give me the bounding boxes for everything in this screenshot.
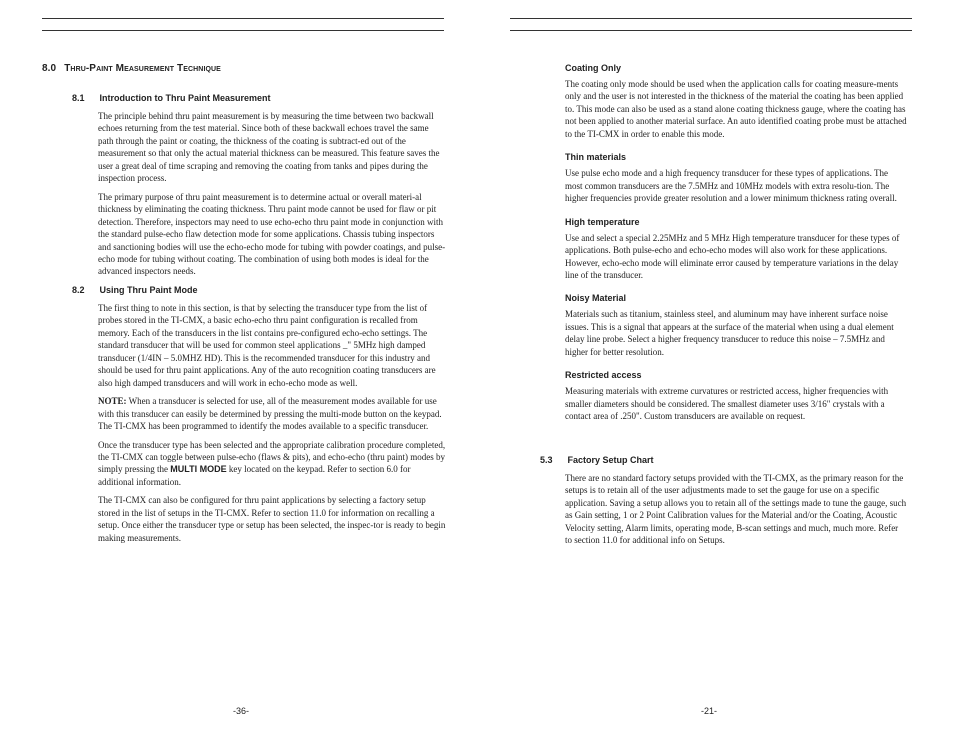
paragraph: The coating only mode should be used when the application calls for coating measure-ments only and the user is not interested in the thickness of the material the coating has been applied to. This mode can also be used as a stand alone coating thickness gauge, where the coating has not been applied to another material surface. An auto identified coating probe must be attached to the TI-CMX in order to enable this mode. xyxy=(565,79,907,139)
right-column xyxy=(565,63,907,423)
paragraph: The primary purpose of thru paint measurement is to determine actual or overall materi-al thickness by eliminating the coating thickness. Thru paint mode cannot be used for flaw or pit detection. Therefore, inspectors may need to use echo-echo thru paint mode in conjunction with the standard pulse-echo flaw detection mode for some applications. Chassis tubing inspectors and sanctioning bodies will use the echo-echo mode for tubing with powder coatings, and pulse-echo mode for tubing without coating. The combination of using both modes is ideal for the advanced inspectors needs. xyxy=(98,191,446,277)
section-8-2-body xyxy=(98,302,446,544)
multi-mode-key-label: MULTI MODE xyxy=(170,464,227,475)
section-heading-8-0: 8.0 Thru-Paint Measurement Technique xyxy=(42,63,221,74)
paragraph: The principle behind thru paint measurement is by measuring the time between two backwall echoes returning from the test material. Since both of these backwall echoes travel the same path through the paint or coating, the thickness of the coating is subtract-ed out of the measurement so that only the actual material thickness can be measured. This feature saves the user a great deal of time scraping and removing the coating from tanks and pipes during the inspection process. xyxy=(98,111,440,184)
heading-noisy-material: Noisy Material xyxy=(565,293,627,304)
paragraph: Materials such as titanium, stainless steel, and aluminum may have inherent surface noise issues. This is a signal that appears at the surface of the material when using a dual element delay line probe. Select a higher frequency transducer to reduce this noise – 7.5MHz and higher for better resolution. xyxy=(565,309,894,357)
subsection-heading-8-1: 8.1 Introduction to Thru Paint Measurement xyxy=(72,93,271,103)
page-number-left: -36- xyxy=(233,706,250,716)
note-paragraph: NOTE: When a transducer is selected for use, all of the measurement modes available for use with this transducer can easily be determined by pressing the multi-mode button on the keypad. The TI-CMX has been programmed to identify the modes available to a specific transducer. xyxy=(98,396,442,432)
right-header-rule-bottom xyxy=(510,30,912,31)
heading-restricted-access: Restricted access xyxy=(565,370,642,381)
left-header-rule-bottom xyxy=(42,30,444,31)
paragraph: Once the transducer type has been selected and the appropriate calibration procedure completed, the TI-CMX can toggle between pulse-echo (flaws & pits), and echo-echo (thru paint) modes by simply pressing the MULTI MODE key located on the keypad. Refer to section 6.0 for additional information. xyxy=(98,439,446,487)
heading-thin-materials: Thin materials xyxy=(565,152,627,163)
subsection-heading-5-3: 5.3 Factory Setup Chart xyxy=(540,455,654,465)
left-header-rule-top xyxy=(42,18,444,19)
right-header-rule-top xyxy=(510,18,912,19)
paragraph: The first thing to note in this section, is that by selecting the transducer type from the list of probes stored in the TI-CMX, a basic echo-echo thru paint configuration is recalled from memory. Each of the transducers in the list contains pre-configured echo-echo settings. The standard transducer that will be used for common steel applications _" 5MHz high damped transducer (1/4IN – 5.0MHZ HD). This is the recommended transducer for this industry and should be used for thru paint applications. Any of the auto recognition coating transducers are also high damped transducers and will work in echo-echo mode as well. xyxy=(98,303,436,388)
section-5-3-body xyxy=(565,472,907,547)
page-number-right: -21- xyxy=(701,706,718,716)
note-label: NOTE: xyxy=(98,396,127,407)
paragraph: Use and select a special 2.25MHz and 5 MHz High temperature transducer for these types of applications. Both pulse-echo and echo-echo modes will also work for these applications. However, echo-echo mode will eliminate error caused by temperature variations in the delay line of the transducer. xyxy=(565,232,900,280)
paragraph: There are no standard factory setups provided with the TI-CMX, as the primary reason for the setups is to retain all of the user adjustments made to set the gauge for use on a specific application. Saving a setup allows you to retain all of the settings made to tune the gauge, such as Gain setting, 1 or 2 Point Calibration values for the Material and/or the Coating, Acoustic Velocity setting, Alarm limits, operating mode, B-scan settings and much, much more. Refer to section 11.0 for additional info on Setups. xyxy=(565,473,907,546)
subsection-heading-8-2: 8.2 Using Thru Paint Mode xyxy=(72,285,198,295)
paragraph: Measuring materials with extreme curvatures or restricted access, higher frequencies with smaller diameters should be considered. The smallest diameter uses 3/16" crystals with a contact area of .250". Custom transducers are available on request. xyxy=(565,386,889,422)
heading-coating-only: Coating Only xyxy=(565,63,621,73)
paragraph: The TI-CMX can also be configured for thru paint applications by selecting a factory setup stored in the list of setups in the TI-CMX. Refer to section 11.0 for information on recalling a setup. Once either the transducer type or setup has been selected, the inspec-tor is ready to begin making measurements. xyxy=(98,495,446,543)
heading-high-temperature: High temperature xyxy=(565,216,640,227)
section-8-1-body xyxy=(98,110,446,278)
paragraph: Use pulse echo mode and a high frequency transducer for these types of applications. The most common transducers are the 7.5MHz and 10MHz models with extra resolu-tion. The higher frequencies provide greater resolution and a lower minimum thickness rating overall. xyxy=(565,168,897,204)
